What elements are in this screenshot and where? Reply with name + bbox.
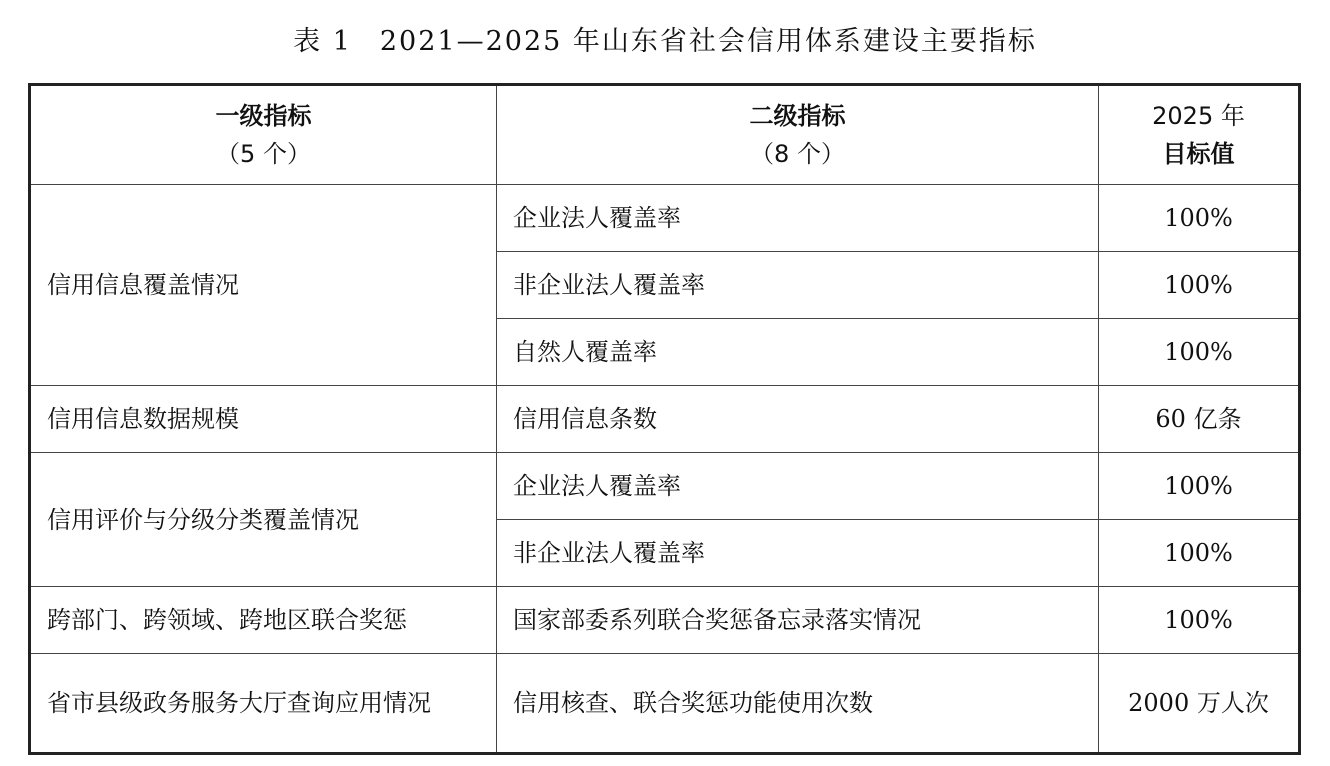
level2-cell: 信用核查、联合奖惩功能使用次数 [497, 654, 1099, 754]
header-level2 [497, 85, 1099, 185]
level1-cell: 跨部门、跨领域、跨地区联合奖惩 [30, 587, 497, 654]
header-level2-title: 二级指标 [749, 102, 846, 130]
target-cell: 100% [1099, 319, 1300, 386]
header-level1-count: （5 个） [216, 140, 311, 168]
level2-cell: 企业法人覆盖率 [497, 453, 1099, 520]
target-cell: 100% [1099, 520, 1300, 587]
table-row [30, 453, 1300, 520]
header-level1-title: 一级指标 [215, 102, 312, 130]
level1-cell: 信用信息覆盖情况 [30, 185, 497, 386]
level2-cell: 自然人覆盖率 [497, 319, 1099, 386]
target-cell: 100% [1099, 252, 1300, 319]
table-row [30, 654, 1300, 754]
level1-cell: 信用信息数据规模 [30, 386, 497, 453]
target-cell: 100% [1099, 587, 1300, 654]
target-cell: 100% [1099, 185, 1300, 252]
header-level1 [30, 85, 497, 185]
level2-cell: 信用信息条数 [497, 386, 1099, 453]
table-number: 表 1 [293, 26, 352, 57]
header-target [1099, 85, 1300, 185]
table-title: 2021—2025 年山东省社会信用体系建设主要指标 [379, 26, 1037, 57]
header-target-year: 2025 年 [1152, 102, 1245, 130]
level2-cell: 企业法人覆盖率 [497, 185, 1099, 252]
table-row [30, 587, 1300, 654]
target-cell: 60 亿条 [1099, 386, 1300, 453]
level2-cell: 非企业法人覆盖率 [497, 252, 1099, 319]
header-target-label: 目标值 [1162, 140, 1235, 168]
level1-cell: 信用评价与分级分类覆盖情况 [30, 453, 497, 587]
indicator-table [28, 83, 1301, 755]
level2-cell: 国家部委系列联合奖惩备忘录落实情况 [497, 587, 1099, 654]
table-row [30, 386, 1300, 453]
level1-cell: 省市县级政务服务大厅查询应用情况 [30, 654, 497, 754]
target-cell: 2000 万人次 [1099, 654, 1300, 754]
header-level2-count: （8 个） [750, 140, 845, 168]
level2-cell: 非企业法人覆盖率 [497, 520, 1099, 587]
table-caption [0, 22, 1330, 62]
target-cell: 100% [1099, 453, 1300, 520]
table-header-row [30, 85, 1300, 185]
table-row [30, 185, 1300, 252]
